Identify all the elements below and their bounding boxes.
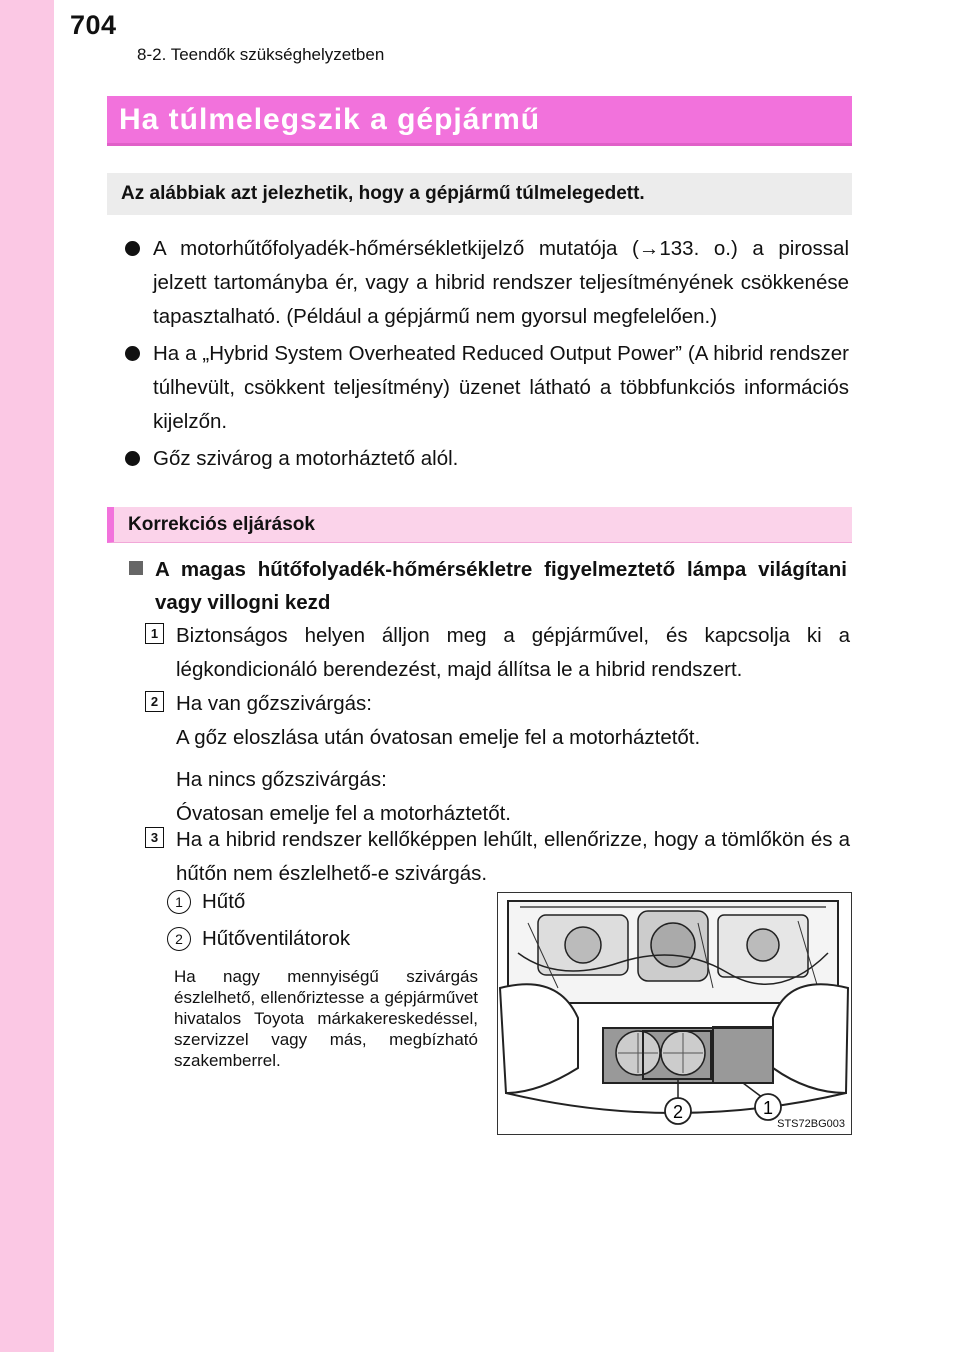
callout-number: 1 [167,890,191,914]
section-header: 8-2. Teendők szükséghelyzetben [137,45,385,64]
engine-bay-drawing [498,893,850,1133]
step-text: Ha van gőzszivárgás: [176,692,372,715]
leak-note: Ha nagy mennyiségű szivárgás észlelhető, ellenőriztesse a gépjárművet hivatalos Toyota márkakereskedéssel, szervizzel vagy más, megbízható szakemberrel. [174,967,478,1070]
step-text: Óvatosan emelje fel a motorháztetőt. [176,802,512,825]
bullet-icon [125,451,140,466]
page-title: Ha túlmelegszik a gépjármű [107,96,852,146]
procedure-heading [127,553,847,619]
step-number-badge: 1 [145,623,164,644]
legend-label: Hűtő [202,890,246,913]
bullet-icon [125,346,140,361]
square-bullet-icon [129,561,143,575]
legend-label: Hűtőventilátorok [202,927,351,950]
bullet-text: Ha a „Hybrid System Overheated Reduced Output Power” (A hibrid rendszer túlhevült, csökkent teljesítmény) üzenet látható a többfunkciós információs kijelzőn. [153,342,849,433]
page-side-tab [0,0,54,1352]
list-item [123,337,849,439]
list-item [123,232,849,334]
list-item [123,442,849,476]
procedure-heading-text: A magas hűtőfolyadék-hőmérsékletre figyelmeztető lámpa világítani vagy villogni kezd [155,558,847,614]
intro-box: Az alábbiak azt jelezhetik, hogy a gépjármű túlmelegedett. [107,173,852,215]
bullet-text: A motorhűtőfolyadék-hőmérsékletkijelző mutatója (→133. o.) a pirossal jelzett tartományba ér, vagy a hibrid rendszer teljesítményének csökkenése tapasztalható. (Például a gépjármű nem gyorsul megfelelően.) [153,237,849,328]
callout-number: 2 [167,927,191,951]
step-2 [145,687,850,831]
subsection-title: Korrekciós eljárások [107,507,852,543]
callout-1: 1 [762,1098,774,1118]
step-text: Biztonságos helyen álljon meg a gépjárművel, és kapcsolja ki a légkondicionáló berendezést, majd állítsa le a hibrid rendszert. [176,624,850,681]
callout-2: 2 [672,1102,684,1122]
step-text: Ha nincs gőzszivárgás: [176,768,387,791]
step-text: A gőz eloszlása után óvatosan emelje fel a motorháztetőt. [176,726,701,749]
step-number-badge: 2 [145,691,164,712]
step-1 [145,619,850,687]
bullet-icon [125,241,140,256]
step-3 [145,823,850,891]
page-number: 704 [70,10,117,40]
step-number-badge: 3 [145,827,164,848]
figure-code: STS72BG003 [777,1118,845,1130]
bullet-text: Gőz szivárog a motorháztető alól. [153,447,459,470]
symptom-list [123,232,849,479]
step-text: Ha a hibrid rendszer kellőképpen lehűlt, ellenőrizze, hogy a tömlőkön és a hűtőn nem észlelhető-e szivárgás. [176,828,850,885]
engine-bay-illustration [497,892,852,1135]
